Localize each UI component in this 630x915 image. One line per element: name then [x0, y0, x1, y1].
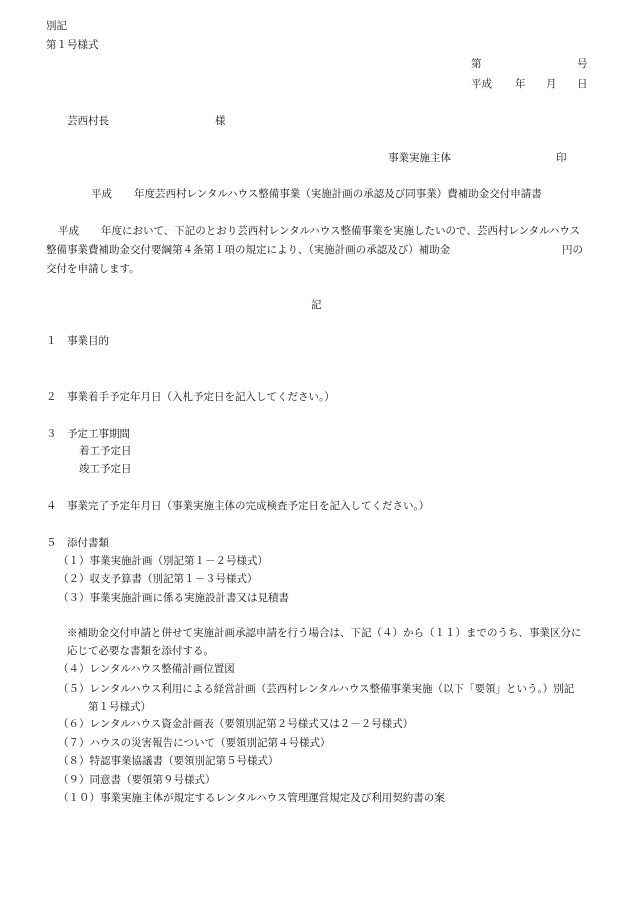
item-5: ５ 添付書類: [46, 537, 109, 549]
body-line-1: [58, 226, 580, 237]
attachment-6: （６）レンタルハウス資金計画表（要領別記第２号様式又は２－２号様式）: [58, 718, 414, 730]
attachment-9: （９）同意書（要領第９号様式）: [58, 774, 216, 786]
addressee-name: 芸西村長: [67, 115, 109, 127]
body-line-2-text: 整備事業費補助金交付要綱第４条第１項の規定により、（実施計画の承認及び）補助金: [46, 244, 451, 256]
item-3-end: 竣工予定日: [79, 463, 132, 475]
ki-heading: 記: [311, 299, 322, 311]
attachment-3: （３）事業実施計画に係る実施設計書又は見積書: [58, 592, 289, 604]
attachment-5-continued: 第１号様式）: [88, 701, 151, 713]
attachment-5: （５）レンタルハウス利用による経営計画（芸西村レンタルハウス整備事業実施（以下「要領」という。）別記: [58, 683, 575, 695]
item-3: ３ 予定工事期間: [46, 428, 130, 440]
document-number-prefix: 第: [471, 58, 482, 70]
attachment-4: （４）レンタルハウス整備計画位置図: [58, 663, 235, 675]
note-line-2: 応じて必要な書類を添付する。: [67, 645, 214, 657]
attachment-2: （２）収支予算書（別記第１－３号様式）: [58, 573, 258, 585]
form-number: 第１号様式: [46, 39, 99, 51]
attachment-7: （７）ハウスの災害報告について（要領別記第４号様式）: [58, 737, 331, 749]
amount-unit: 円の: [562, 244, 583, 256]
body-line-1-text: 年度において、下記のとおり芸西村レンタルハウス整備事業を実施したいので、芸西村レンタルハウス: [101, 225, 581, 237]
body-era: 平成: [58, 225, 79, 237]
date-era: 平成: [471, 78, 492, 90]
item-1: １ 事業目的: [46, 335, 109, 347]
document-title: [91, 189, 542, 200]
note-line-1: ※補助金交付申請と併せて実施計画承認申請を行う場合は、下記（４）から（１１）までのうち、事業区分に: [67, 627, 582, 639]
body-line-3: 交付を申請します。: [46, 263, 140, 275]
item-4: ４ 事業完了予定年月日（事業実施主体の完成検査予定日を記入してください。）: [46, 500, 430, 512]
item-3-start: 着工予定日: [79, 445, 132, 457]
date-day: 日: [577, 78, 588, 90]
date-year: 年: [515, 78, 526, 90]
title-text: 年度芸西村レンタルハウス整備事業（実施計画の承認及び同事業）費補助金交付申請書: [134, 188, 542, 200]
seal-mark: 印: [556, 152, 567, 164]
attachment-8: （８）特認事業協議書（要領別記第５号様式）: [58, 755, 279, 767]
body-line-2: [46, 245, 450, 256]
title-era: 平成: [91, 188, 112, 200]
appendix-label: 別記: [46, 20, 67, 32]
attachment-10: （１０）事業実施主体が規定するレンタルハウス管理運営規定及び利用契約書の案: [58, 792, 445, 804]
attachment-1: （１）事業実施計画（別記第１－２号様式）: [58, 555, 268, 567]
document-number-suffix: 号: [577, 58, 588, 70]
applicant-label: 事業実施主体: [388, 152, 451, 164]
addressee-honorific: 様: [215, 115, 226, 127]
item-2: ２ 事業着手予定年月日（入札予定日を記入してください。）: [46, 391, 335, 403]
date-month: 月: [546, 78, 557, 90]
